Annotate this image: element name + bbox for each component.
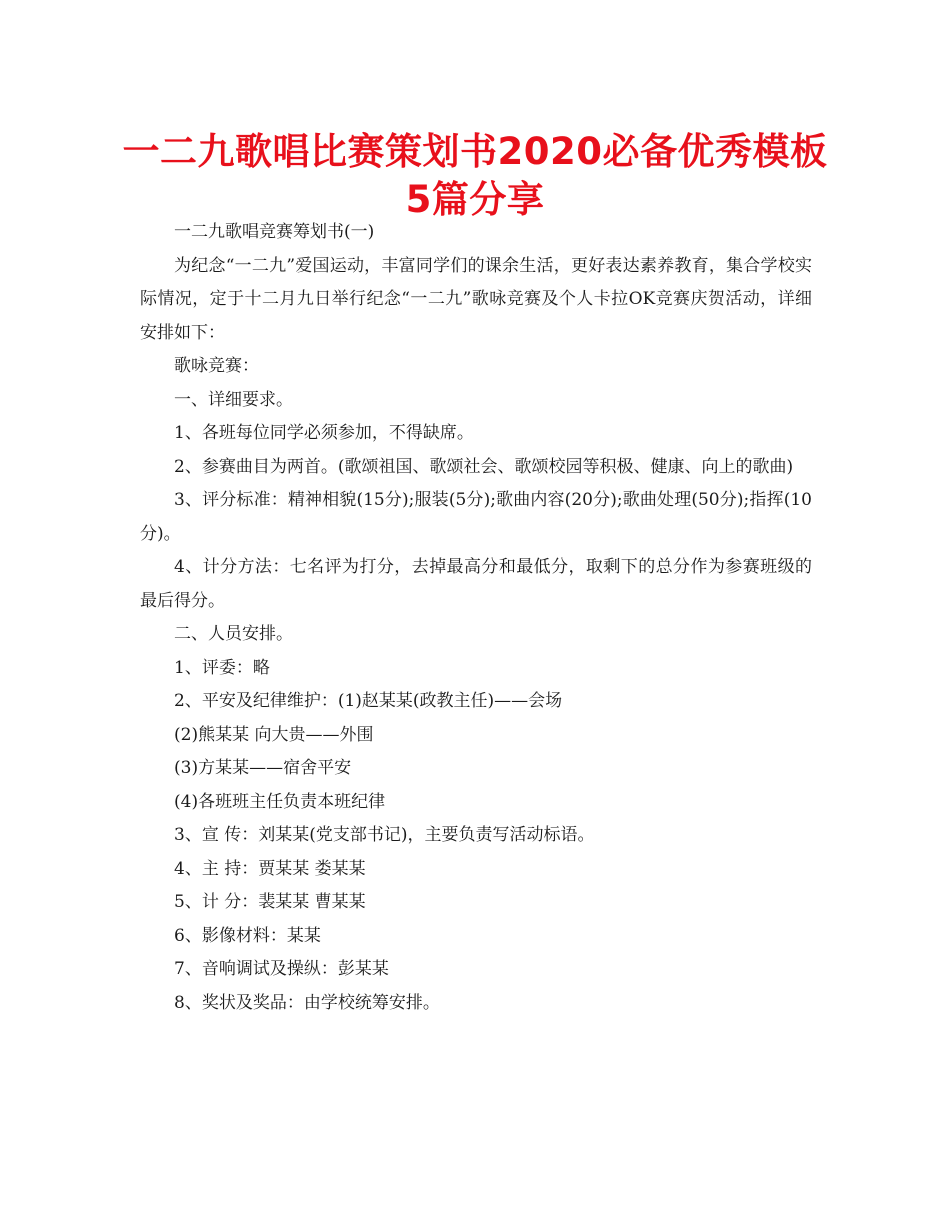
paragraph: 歌咏竞赛： [174, 356, 259, 376]
document-body [140, 216, 812, 1020]
paragraph: 1、评委：略 [174, 657, 270, 678]
paragraph: 7、音响调试及操纵：彭某某 [174, 959, 389, 979]
paragraph: 2、平安及纪律维护：(1)赵某某(政教主任)——会场 [174, 691, 563, 711]
paragraph: 二、人员安排。 [174, 624, 293, 644]
title-line-1: 一二九歌唱比赛策划书2020必备优秀模板 [122, 130, 828, 173]
paragraph: 6、影像材料：某某 [174, 925, 321, 946]
paragraph: 8、奖状及奖品：由学校统筹安排。 [174, 992, 440, 1013]
paragraph: 一、详细要求。 [174, 389, 293, 410]
section-heading: 一二九歌唱竞赛筹划书(一) [174, 222, 375, 242]
intro-paragraph: 为纪念“一二九”爱国运动，丰富同学们的课余生活，更好表达素养教育，集合学校实际情况，定于十二月九日举行纪念“一二九”歌咏竞赛及个人卡拉OK竞赛庆贺活动，详细安排如下： [140, 255, 812, 343]
paragraph: 3、评分标准：精神相貌(15分);服装(5分);歌曲内容(20分);歌曲处理(50分);指挥(10分)。 [140, 490, 812, 544]
paragraph: 4、计分方法：七名评为打分，去掉最高分和最低分，取剩下的总分作为参赛班级的最后得分。 [140, 557, 812, 611]
paragraph: 3、宣 传：刘某某(党支部书记)，主要负责写活动标语。 [174, 825, 595, 845]
paragraph: (3)方某某——宿舍平安 [174, 758, 352, 778]
paragraph: 5、计 分：裴某某 曹某某 [174, 892, 366, 912]
document-title [120, 128, 830, 224]
paragraph: (2)熊某某 向大贵——外围 [174, 724, 374, 745]
paragraph: 4、主 持：贾某某 娄某某 [174, 858, 366, 879]
paragraph: (4)各班班主任负责本班纪律 [174, 791, 386, 812]
paragraph: 2、参赛曲目为两首。(歌颂祖国、歌颂社会、歌颂校园等积极、健康、向上的歌曲) [174, 456, 794, 477]
title-line-2: 5篇分享 [405, 178, 545, 221]
paragraph: 1、各班每位同学必须参加，不得缺席。 [174, 423, 474, 443]
